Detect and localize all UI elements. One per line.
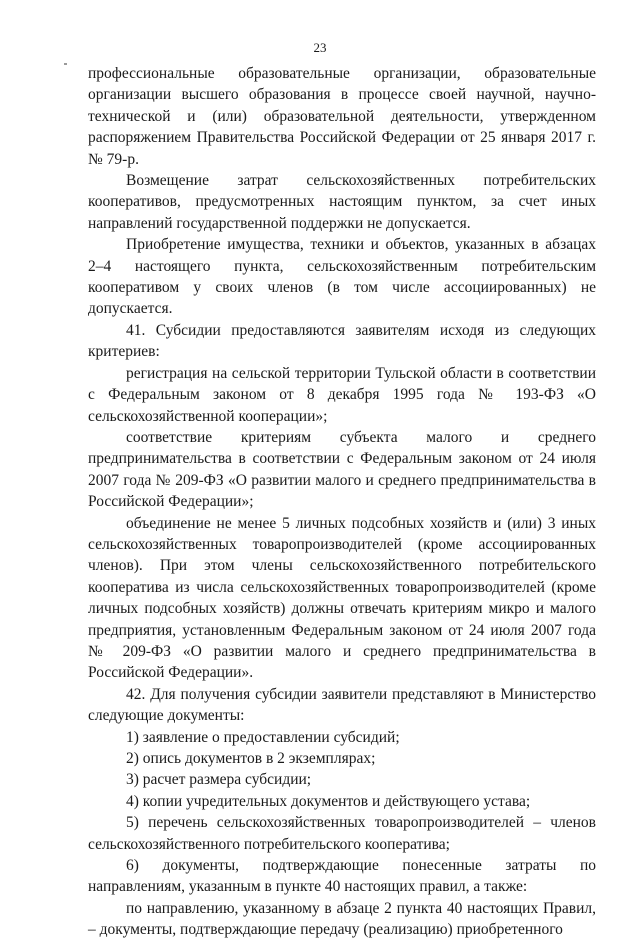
paragraph: 41. Субсидии предоставляются заявителям исходя из следующих критериев:: [88, 321, 596, 361]
paragraph: 5) перечень сельскохозяйственных товаропроизводителей – членов сельскохозяйственного потребительского кооператива;: [88, 814, 596, 853]
paragraph: 4) копии учредительных документов и действующего устава;: [126, 792, 531, 810]
paragraph: соответствие критериям субъекта малого и среднего предпринимательства в соответствии с Федеральным законом от 24 июля 2007 года № 209-ФЗ «О развитии малого и среднего предпринимательства в Российской Федерации»;: [88, 428, 596, 511]
paragraph: 3) расчет размера субсидии;: [126, 771, 312, 789]
paragraph: 6) документы, подтверждающие понесенные затраты по направлениям, указанным в пункте 40 настоящих правил, а также:: [88, 857, 596, 896]
paragraph: регистрация на сельской территории Тульской области в соответствии с Федеральным законом от 8 декабря 1995 года № 193-ФЗ «О сельскохозяйственной кооперации»;: [88, 364, 596, 425]
page-number: 23: [313, 40, 327, 55]
paragraph: Приобретение имущества, техники и объектов, указанных в абзацах 2–4 настоящего пункта, сельскохозяйственным потребительским кооперативом у своих членов (в том числе ассоциированных) не допускается.: [88, 236, 596, 318]
paragraph: 42. Для получения субсидии заявители представляют в Министерство следующие документы:: [88, 685, 596, 725]
paragraph: 1) заявление о предоставлении субсидий;: [126, 728, 400, 746]
paragraph: объединение не менее 5 личных подсобных хозяйств и (или) 3 иных сельскохозяйственных товаропроизводителей (кроме ассоциированных членов). При этом члены сельскохозяйственного потребительского кооператива из числа сельскохозяйственных товаропроизводителей (кроме личных подсобных хозяйств) должны отвечать критериям микро и малого предприятия, установленным Федеральным законом от 24 июля 2007 года № 209-ФЗ «О развитии малого и среднего предпринимательства в Российской Федерации».: [88, 514, 596, 682]
paragraph: Возмещение затрат сельскохозяйственных потребительских кооперативов, предусмотренных настоящим пунктом, за счет иных направлений государственной поддержки не допускается.: [88, 172, 596, 232]
scan-artifact: [64, 63, 67, 65]
paragraph: профессиональные образовательные организации, образовательные организации высшего образования в процессе своей научной, научно-технической и (или) образовательной деятельности, утвержденном распоряжением Правительства Российской Федерации от 25 января 2017 г. № 79-р.: [88, 65, 596, 168]
paragraph: по направлению, указанному в абзаце 2 пункта 40 настоящих Правил, – документы, подтверждающие передачу (реализацию) приобретенного: [88, 899, 596, 939]
paragraph: 2) опись документов в 2 экземплярах;: [126, 750, 376, 767]
document-body: [88, 63, 596, 941]
